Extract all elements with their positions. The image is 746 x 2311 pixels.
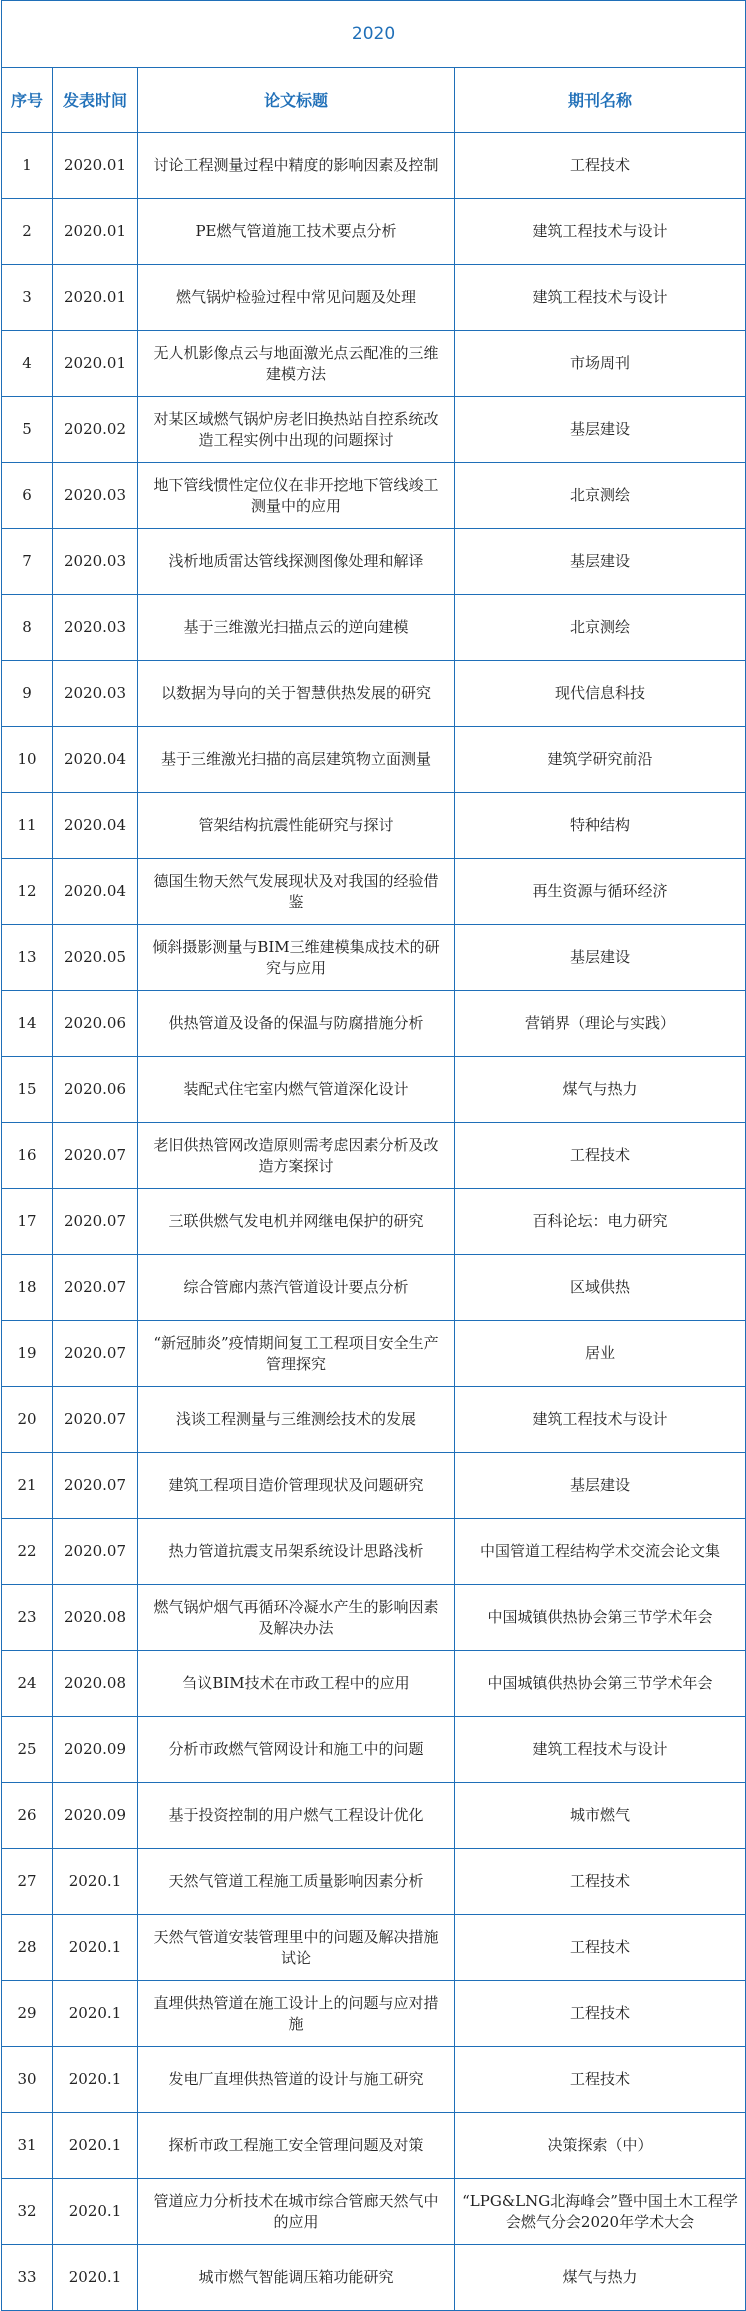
row-journal-cell: 建筑工程技术与设计 (455, 265, 746, 331)
row-index-cell: 6 (2, 463, 53, 529)
table-row (2, 2047, 746, 2113)
row-index-cell: 8 (2, 595, 53, 661)
row-date-cell: 2020.1 (53, 1981, 138, 2047)
row-index-cell: 30 (2, 2047, 53, 2113)
row-title-cell: 热力管道抗震支吊架系统设计思路浅析 (138, 1519, 455, 1585)
row-journal-cell: 区域供热 (455, 1255, 746, 1321)
row-date-cell: 2020.08 (53, 1651, 138, 1717)
row-title-cell: “新冠肺炎”疫情期间复工工程项目安全生产管理探究 (138, 1321, 455, 1387)
row-title-cell: 老旧供热管网改造原则需考虑因素分析及改造方案探讨 (138, 1123, 455, 1189)
row-index-cell: 10 (2, 727, 53, 793)
row-journal-cell: 工程技术 (455, 133, 746, 199)
row-journal-cell: 中国管道工程结构学术交流会论文集 (455, 1519, 746, 1585)
row-journal-cell: 北京测绘 (455, 463, 746, 529)
table-title-row (2, 1, 746, 68)
table-row (2, 2245, 746, 2311)
table-body (2, 1, 746, 2311)
table-row (2, 133, 746, 199)
table-row (2, 463, 746, 529)
row-date-cell: 2020.08 (53, 1585, 138, 1651)
table-row (2, 1453, 746, 1519)
table-row (2, 595, 746, 661)
table-row (2, 661, 746, 727)
row-date-cell: 2020.03 (53, 595, 138, 661)
row-index-cell: 22 (2, 1519, 53, 1585)
table-row (2, 1783, 746, 1849)
row-title-cell: 城市燃气智能调压箱功能研究 (138, 2245, 455, 2311)
row-index-cell: 4 (2, 331, 53, 397)
row-date-cell: 2020.02 (53, 397, 138, 463)
row-title-cell: 浅谈工程测量与三维测绘技术的发展 (138, 1387, 455, 1453)
row-title-cell: 天然气管道工程施工质量影响因素分析 (138, 1849, 455, 1915)
row-date-cell: 2020.07 (53, 1519, 138, 1585)
row-index-cell: 31 (2, 2113, 53, 2179)
row-index-cell: 32 (2, 2179, 53, 2245)
table-row (2, 727, 746, 793)
table-row (2, 859, 746, 925)
row-index-cell: 1 (2, 133, 53, 199)
table-row (2, 1519, 746, 1585)
row-date-cell: 2020.05 (53, 925, 138, 991)
table-row (2, 925, 746, 991)
row-title-cell: 天然气管道安装管理里中的问题及解决措施试论 (138, 1915, 455, 1981)
row-title-cell: 基于三维激光扫描点云的逆向建模 (138, 595, 455, 661)
header-journal: 期刊名称 (455, 68, 746, 133)
row-date-cell: 2020.07 (53, 1321, 138, 1387)
row-date-cell: 2020.07 (53, 1453, 138, 1519)
row-date-cell: 2020.01 (53, 199, 138, 265)
row-date-cell: 2020.01 (53, 133, 138, 199)
row-title-cell: 德国生物天然气发展现状及对我国的经验借鉴 (138, 859, 455, 925)
row-title-cell: PE燃气管道施工技术要点分析 (138, 199, 455, 265)
row-journal-cell: 建筑工程技术与设计 (455, 1717, 746, 1783)
row-journal-cell: 工程技术 (455, 1981, 746, 2047)
row-title-cell: 装配式住宅室内燃气管道深化设计 (138, 1057, 455, 1123)
row-journal-cell: 工程技术 (455, 1849, 746, 1915)
row-index-cell: 11 (2, 793, 53, 859)
row-date-cell: 2020.1 (53, 2179, 138, 2245)
row-index-cell: 21 (2, 1453, 53, 1519)
row-date-cell: 2020.09 (53, 1783, 138, 1849)
row-index-cell: 17 (2, 1189, 53, 1255)
row-title-cell: 地下管线惯性定位仪在非开挖地下管线竣工测量中的应用 (138, 463, 455, 529)
row-index-cell: 19 (2, 1321, 53, 1387)
row-index-cell: 28 (2, 1915, 53, 1981)
row-journal-cell: 煤气与热力 (455, 1057, 746, 1123)
row-title-cell: 探析市政工程施工安全管理问题及对策 (138, 2113, 455, 2179)
row-date-cell: 2020.01 (53, 331, 138, 397)
row-index-cell: 12 (2, 859, 53, 925)
row-index-cell: 3 (2, 265, 53, 331)
header-title: 论文标题 (138, 68, 455, 133)
row-index-cell: 18 (2, 1255, 53, 1321)
row-date-cell: 2020.01 (53, 265, 138, 331)
row-date-cell: 2020.1 (53, 1915, 138, 1981)
row-index-cell: 5 (2, 397, 53, 463)
row-title-cell: 倾斜摄影测量与BIM三维建模集成技术的研究与应用 (138, 925, 455, 991)
table-row (2, 1717, 746, 1783)
row-title-cell: 供热管道及设备的保温与防腐措施分析 (138, 991, 455, 1057)
row-journal-cell: “LPG&LNG北海峰会”暨中国土木工程学会燃气分会2020年学术大会 (455, 2179, 746, 2245)
row-title-cell: 直埋供热管道在施工设计上的问题与应对措施 (138, 1981, 455, 2047)
table-row (2, 2113, 746, 2179)
table-row (2, 991, 746, 1057)
row-journal-cell: 基层建设 (455, 1453, 746, 1519)
table-title: 2020 (2, 1, 746, 68)
row-index-cell: 23 (2, 1585, 53, 1651)
row-title-cell: 讨论工程测量过程中精度的影响因素及控制 (138, 133, 455, 199)
row-journal-cell: 北京测绘 (455, 595, 746, 661)
row-date-cell: 2020.09 (53, 1717, 138, 1783)
row-journal-cell: 煤气与热力 (455, 2245, 746, 2311)
row-journal-cell: 工程技术 (455, 1123, 746, 1189)
row-title-cell: 发电厂直埋供热管道的设计与施工研究 (138, 2047, 455, 2113)
row-date-cell: 2020.07 (53, 1123, 138, 1189)
row-journal-cell: 城市燃气 (455, 1783, 746, 1849)
row-title-cell: 无人机影像点云与地面激光点云配准的三维建模方法 (138, 331, 455, 397)
row-date-cell: 2020.04 (53, 727, 138, 793)
row-journal-cell: 建筑工程技术与设计 (455, 199, 746, 265)
row-index-cell: 7 (2, 529, 53, 595)
row-date-cell: 2020.1 (53, 2047, 138, 2113)
table-row (2, 1585, 746, 1651)
row-journal-cell: 现代信息科技 (455, 661, 746, 727)
table-row (2, 2179, 746, 2245)
row-journal-cell: 特种结构 (455, 793, 746, 859)
row-title-cell: 管道应力分析技术在城市综合管廊天然气中的应用 (138, 2179, 455, 2245)
row-journal-cell: 基层建设 (455, 397, 746, 463)
row-title-cell: 管架结构抗震性能研究与探讨 (138, 793, 455, 859)
row-date-cell: 2020.07 (53, 1387, 138, 1453)
row-journal-cell: 百科论坛：电力研究 (455, 1189, 746, 1255)
row-title-cell: 对某区域燃气锅炉房老旧换热站自控系统改造工程实例中出现的问题探讨 (138, 397, 455, 463)
row-index-cell: 24 (2, 1651, 53, 1717)
row-title-cell: 浅析地质雷达管线探测图像处理和解译 (138, 529, 455, 595)
table-row (2, 1321, 746, 1387)
row-date-cell: 2020.03 (53, 529, 138, 595)
row-index-cell: 9 (2, 661, 53, 727)
row-index-cell: 25 (2, 1717, 53, 1783)
row-journal-cell: 工程技术 (455, 2047, 746, 2113)
table-row (2, 199, 746, 265)
row-journal-cell: 营销界（理论与实践） (455, 991, 746, 1057)
table-row (2, 1849, 746, 1915)
row-index-cell: 26 (2, 1783, 53, 1849)
row-title-cell: 三联供燃气发电机并网继电保护的研究 (138, 1189, 455, 1255)
row-title-cell: 刍议BIM技术在市政工程中的应用 (138, 1651, 455, 1717)
row-date-cell: 2020.03 (53, 463, 138, 529)
row-index-cell: 15 (2, 1057, 53, 1123)
row-date-cell: 2020.1 (53, 2113, 138, 2179)
table-row (2, 1651, 746, 1717)
row-index-cell: 13 (2, 925, 53, 991)
row-journal-cell: 市场周刊 (455, 331, 746, 397)
row-title-cell: 综合管廊内蒸汽管道设计要点分析 (138, 1255, 455, 1321)
table-header-row (2, 68, 746, 133)
row-journal-cell: 中国城镇供热协会第三节学术年会 (455, 1651, 746, 1717)
header-index: 序号 (2, 68, 53, 133)
row-date-cell: 2020.04 (53, 793, 138, 859)
table-row (2, 1123, 746, 1189)
row-index-cell: 20 (2, 1387, 53, 1453)
publication-table (1, 0, 746, 2311)
table-row (2, 529, 746, 595)
row-title-cell: 基于三维激光扫描的高层建筑物立面测量 (138, 727, 455, 793)
row-date-cell: 2020.07 (53, 1189, 138, 1255)
table-row (2, 331, 746, 397)
table-row (2, 265, 746, 331)
publication-table-container (1, 0, 745, 2311)
row-journal-cell: 中国城镇供热协会第三节学术年会 (455, 1585, 746, 1651)
row-index-cell: 33 (2, 2245, 53, 2311)
row-title-cell: 燃气锅炉烟气再循环冷凝水产生的影响因素及解决办法 (138, 1585, 455, 1651)
row-journal-cell: 再生资源与循环经济 (455, 859, 746, 925)
header-date: 发表时间 (53, 68, 138, 133)
row-date-cell: 2020.07 (53, 1255, 138, 1321)
row-title-cell: 燃气锅炉检验过程中常见问题及处理 (138, 265, 455, 331)
table-row (2, 1387, 746, 1453)
row-journal-cell: 决策探索（中） (455, 2113, 746, 2179)
row-date-cell: 2020.1 (53, 1849, 138, 1915)
row-index-cell: 16 (2, 1123, 53, 1189)
row-journal-cell: 基层建设 (455, 529, 746, 595)
table-row (2, 793, 746, 859)
table-row (2, 1255, 746, 1321)
row-date-cell: 2020.06 (53, 1057, 138, 1123)
row-journal-cell: 建筑学研究前沿 (455, 727, 746, 793)
row-journal-cell: 建筑工程技术与设计 (455, 1387, 746, 1453)
row-date-cell: 2020.1 (53, 2245, 138, 2311)
table-row (2, 1057, 746, 1123)
row-date-cell: 2020.03 (53, 661, 138, 727)
row-index-cell: 14 (2, 991, 53, 1057)
row-title-cell: 建筑工程项目造价管理现状及问题研究 (138, 1453, 455, 1519)
table-row (2, 1915, 746, 1981)
row-date-cell: 2020.06 (53, 991, 138, 1057)
row-journal-cell: 居业 (455, 1321, 746, 1387)
row-title-cell: 基于投资控制的用户燃气工程设计优化 (138, 1783, 455, 1849)
table-row (2, 1981, 746, 2047)
row-date-cell: 2020.04 (53, 859, 138, 925)
row-index-cell: 29 (2, 1981, 53, 2047)
table-row (2, 397, 746, 463)
row-journal-cell: 基层建设 (455, 925, 746, 991)
row-index-cell: 2 (2, 199, 53, 265)
row-title-cell: 以数据为导向的关于智慧供热发展的研究 (138, 661, 455, 727)
row-title-cell: 分析市政燃气管网设计和施工中的问题 (138, 1717, 455, 1783)
row-journal-cell: 工程技术 (455, 1915, 746, 1981)
table-row (2, 1189, 746, 1255)
row-index-cell: 27 (2, 1849, 53, 1915)
